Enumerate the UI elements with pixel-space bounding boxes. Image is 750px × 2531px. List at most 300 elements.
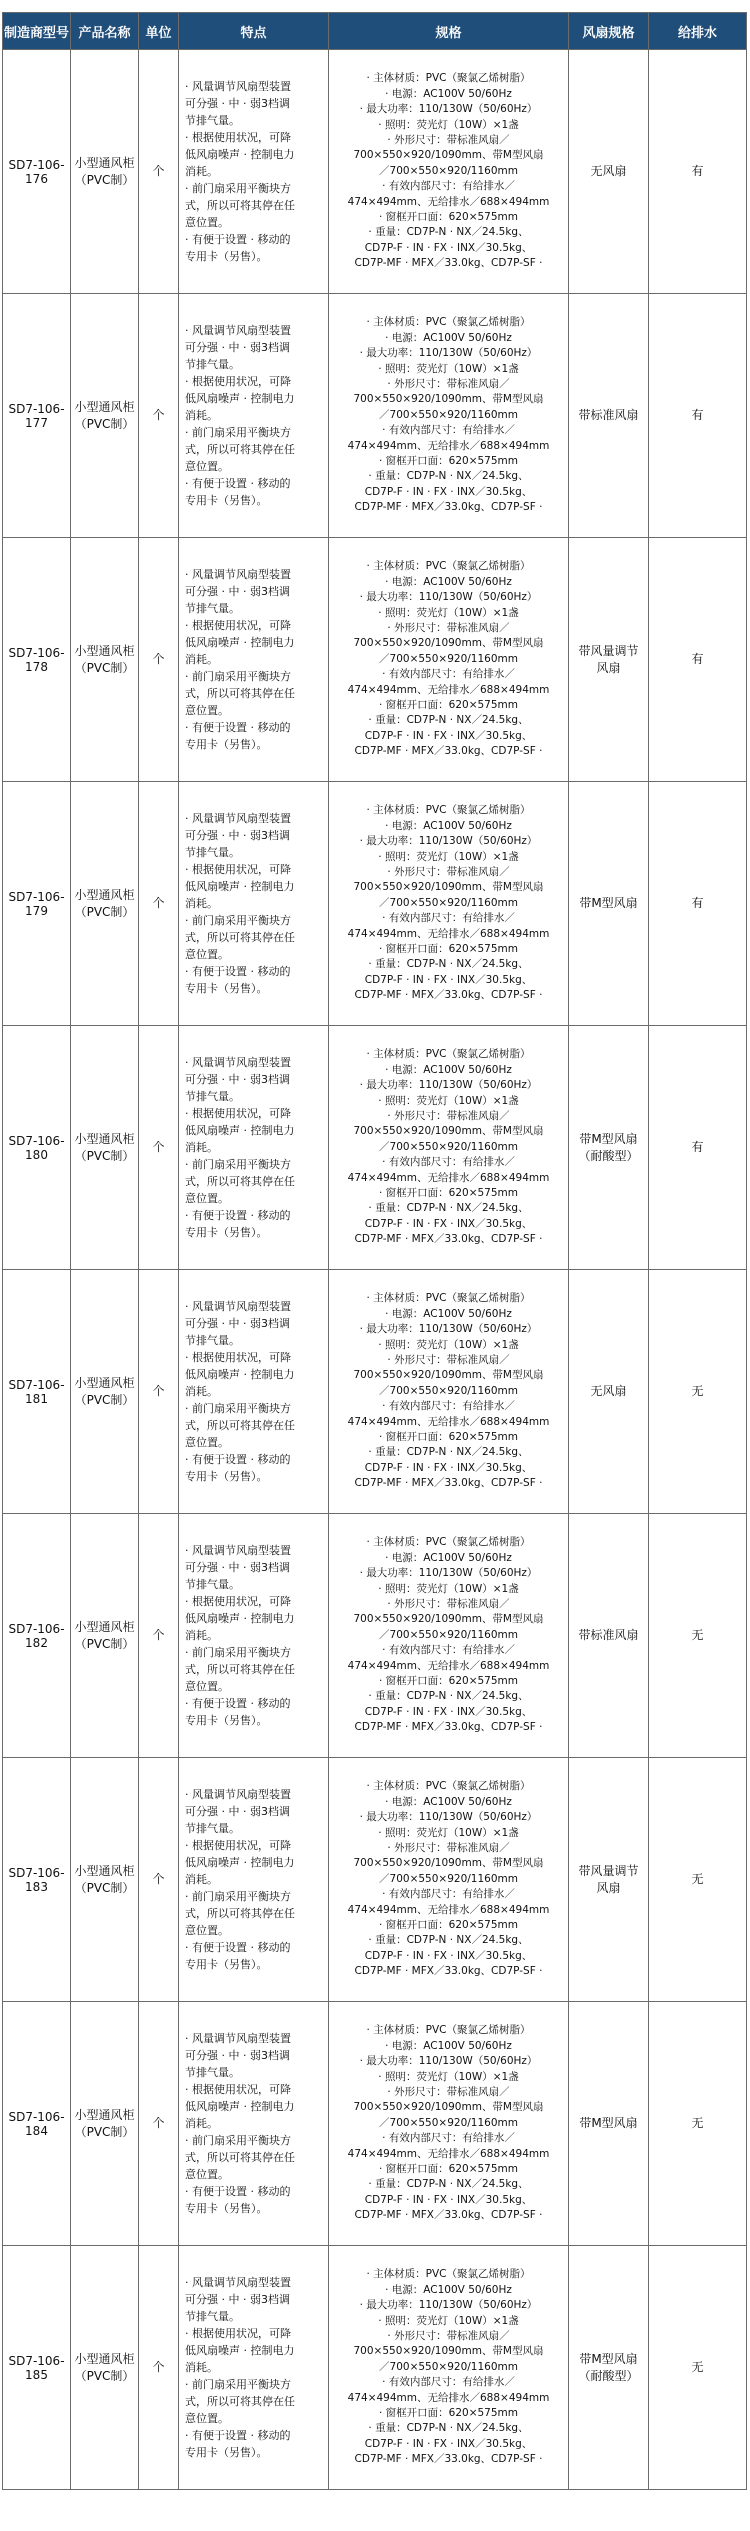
feature-line: 节排气量。: [185, 114, 240, 127]
table-row: [3, 1514, 747, 1758]
feature-line: 式，所以可将其停在任: [185, 443, 295, 456]
product-name-line: （PVC制）: [74, 1880, 135, 1895]
spec-line: CD7P-MF · MFX／33.0kg、CD7P-SF ·: [354, 2209, 543, 2222]
model-cell: SD7-106-183: [3, 1758, 71, 2002]
feature-line: 低风扇噪声 · 控制电力: [185, 148, 295, 161]
spec-line: ／700×550×920/1160mm: [379, 652, 518, 665]
product-name-line: 小型通风柜: [74, 2107, 135, 2122]
spec-line: · 有效内部尺寸：有给排水／: [382, 2376, 515, 2389]
feature-line: · 有便于设置 · 移动的: [185, 477, 291, 490]
feature-line: · 前门扇采用平衡块方: [185, 1646, 291, 1659]
feature-line: · 有便于设置 · 移动的: [185, 721, 291, 734]
product-name-cell: [71, 782, 139, 1026]
fan-spec-line: 带风量调节: [578, 643, 639, 658]
features-cell: [179, 2002, 329, 2246]
product-name-cell: [71, 2246, 139, 2490]
feature-line: 可分强 · 中 · 弱3档调: [185, 341, 290, 354]
feature-line: · 前门扇采用平衡块方: [185, 2378, 291, 2391]
spec-line: · 照明：荧光灯（10W）×1盏: [378, 850, 519, 863]
feature-line: · 有便于设置 · 移动的: [185, 2185, 291, 2198]
spec-line: · 重量：CD7P-N · NX／24.5kg、: [368, 1202, 529, 1215]
table-row: [3, 1026, 747, 1270]
spec-line: · 主体材质：PVC（聚氯乙烯树脂）: [366, 72, 531, 85]
feature-line: 可分强 · 中 · 弱3档调: [185, 2293, 290, 2306]
model-cell: SD7-106-178: [3, 538, 71, 782]
spec-line: · 照明：荧光灯（10W）×1盏: [378, 2314, 519, 2327]
feature-line: · 风量调节风扇型装置: [185, 2032, 291, 2045]
spec-line: CD7P-MF · MFX／33.0kg、CD7P-SF ·: [354, 1477, 543, 1490]
spec-line: 474×494mm、无给排水／688×494mm: [347, 1903, 550, 1916]
product-name-cell: [71, 538, 139, 782]
spec-line: 700×550×920/1090mm、带M型风扇: [353, 149, 544, 162]
spec-line: · 重量：CD7P-N · NX／24.5kg、: [368, 470, 529, 483]
feature-line: 专用卡（另售）。: [185, 982, 268, 995]
feature-line: · 前门扇采用平衡块方: [185, 426, 291, 439]
spec-line: ／700×550×920/1160mm: [379, 1872, 518, 1885]
spec-line: CD7P-MF · MFX／33.0kg、CD7P-SF ·: [354, 501, 543, 514]
feature-line: 节排气量。: [185, 1822, 240, 1835]
spec-line: CD7P-MF · MFX／33.0kg、CD7P-SF ·: [354, 989, 543, 1002]
feature-line: 消耗。: [185, 897, 218, 910]
feature-line: · 根据使用状况，可降: [185, 2327, 291, 2340]
feature-line: 节排气量。: [185, 358, 240, 371]
header-water: 给排水: [649, 13, 747, 50]
feature-line: · 风量调节风扇型装置: [185, 1788, 291, 1801]
unit-cell: 个: [139, 2002, 179, 2246]
features-cell: [179, 2246, 329, 2490]
header-model: 制造商型号: [3, 13, 71, 50]
product-name-line: 小型通风柜: [74, 1375, 135, 1390]
spec-line: · 主体材质：PVC（聚氯乙烯树脂）: [366, 2268, 531, 2281]
feature-line: 低风扇噪声 · 控制电力: [185, 880, 295, 893]
feature-line: · 风量调节风扇型装置: [185, 1300, 291, 1313]
spec-line: · 重量：CD7P-N · NX／24.5kg、: [368, 1446, 529, 1459]
feature-line: 低风扇噪声 · 控制电力: [185, 1368, 295, 1381]
feature-line: · 风量调节风扇型装置: [185, 2276, 291, 2289]
feature-line: 专用卡（另售）。: [185, 1714, 268, 1727]
feature-line: 意位置。: [185, 460, 229, 473]
features-cell: [179, 50, 329, 294]
product-name-line: （PVC制）: [74, 2368, 135, 2383]
feature-line: 专用卡（另售）。: [185, 494, 268, 507]
spec-line: 474×494mm、无给排水／688×494mm: [347, 1415, 550, 1428]
feature-line: 节排气量。: [185, 1090, 240, 1103]
spec-line: · 窗框开口面：620×575mm: [378, 1187, 518, 1200]
feature-line: · 前门扇采用平衡块方: [185, 182, 291, 195]
spec-line: · 电源：AC100V 50/60Hz: [385, 2039, 512, 2052]
table-row: [3, 782, 747, 1026]
feature-line: 式，所以可将其停在任: [185, 2395, 295, 2408]
feature-line: 式，所以可将其停在任: [185, 931, 295, 944]
feature-line: 式，所以可将其停在任: [185, 1663, 295, 1676]
feature-line: 消耗。: [185, 2361, 218, 2374]
spec-line: · 照明：荧光灯（10W）×1盏: [378, 1826, 519, 1839]
unit-cell: 个: [139, 294, 179, 538]
spec-line: · 有效内部尺寸：有给排水／: [382, 912, 515, 925]
product-name-line: 小型通风柜: [74, 399, 135, 414]
spec-line: · 最大功率：110/130W（50/60Hz）: [359, 347, 538, 360]
spec-line: CD7P-F · IN · FX · INX／30.5kg、: [364, 485, 533, 498]
feature-line: 可分强 · 中 · 弱3档调: [185, 1805, 290, 1818]
product-name-cell: [71, 1514, 139, 1758]
spec-line: ／700×550×920/1160mm: [379, 1384, 518, 1397]
model-cell: SD7-106-182: [3, 1514, 71, 1758]
product-name-cell: [71, 1270, 139, 1514]
spec-line: CD7P-F · IN · FX · INX／30.5kg、: [364, 1217, 533, 1230]
model-cell: SD7-106-176: [3, 50, 71, 294]
spec-line: 474×494mm、无给排水／688×494mm: [347, 2391, 550, 2404]
feature-line: 专用卡（另售）。: [185, 2202, 268, 2215]
spec-line: 700×550×920/1090mm、带M型风扇: [353, 1369, 544, 1382]
table-row: [3, 1758, 747, 2002]
spec-line: · 电源：AC100V 50/60Hz: [385, 331, 512, 344]
spec-line: 474×494mm、无给排水／688×494mm: [347, 683, 550, 696]
header-unit: 单位: [139, 13, 179, 50]
feature-line: 专用卡（另售）。: [185, 738, 268, 751]
feature-line: · 前门扇采用平衡块方: [185, 1402, 291, 1415]
product-name-line: 小型通风柜: [74, 1131, 135, 1146]
table-row: [3, 2246, 747, 2490]
features-cell: [179, 294, 329, 538]
feature-line: 低风扇噪声 · 控制电力: [185, 1612, 295, 1625]
spec-line: CD7P-MF · MFX／33.0kg、CD7P-SF ·: [354, 1721, 543, 1734]
spec-line: · 有效内部尺寸：有给排水／: [382, 1400, 515, 1413]
spec-line: · 有效内部尺寸：有给排水／: [382, 1644, 515, 1657]
spec-line: · 外形尺寸：带标准风扇／: [387, 1353, 510, 1366]
feature-line: 可分强 · 中 · 弱3档调: [185, 1073, 290, 1086]
spec-line: ／700×550×920/1160mm: [379, 1140, 518, 1153]
product-name-line: （PVC制）: [74, 2124, 135, 2139]
spec-line: 474×494mm、无给排水／688×494mm: [347, 195, 550, 208]
spec-line: · 主体材质：PVC（聚氯乙烯树脂）: [366, 2024, 531, 2037]
feature-line: · 根据使用状况，可降: [185, 1351, 291, 1364]
spec-line: · 窗框开口面：620×575mm: [378, 455, 518, 468]
spec-line: · 有效内部尺寸：有给排水／: [382, 1888, 515, 1901]
fan-spec-cell: [569, 1514, 649, 1758]
water-supply-cell: 有: [649, 538, 747, 782]
water-supply-cell: 无: [649, 1758, 747, 2002]
spec-line: · 主体材质：PVC（聚氯乙烯树脂）: [366, 1048, 531, 1061]
feature-line: 低风扇噪声 · 控制电力: [185, 1856, 295, 1869]
spec-line: · 有效内部尺寸：有给排水／: [382, 424, 515, 437]
product-name-line: （PVC制）: [74, 1392, 135, 1407]
spec-line: · 最大功率：110/130W（50/60Hz）: [359, 1567, 538, 1580]
feature-line: 可分强 · 中 · 弱3档调: [185, 1317, 290, 1330]
feature-line: · 前门扇采用平衡块方: [185, 670, 291, 683]
spec-line: 474×494mm、无给排水／688×494mm: [347, 1659, 550, 1672]
feature-line: 消耗。: [185, 1141, 218, 1154]
spec-line: ／700×550×920/1160mm: [379, 164, 518, 177]
model-cell: SD7-106-177: [3, 294, 71, 538]
feature-line: 专用卡（另售）。: [185, 2446, 268, 2459]
unit-cell: 个: [139, 1514, 179, 1758]
spec-line: · 照明：荧光灯（10W）×1盏: [378, 362, 519, 375]
spec-line: CD7P-F · IN · FX · INX／30.5kg、: [364, 1949, 533, 1962]
spec-line: · 主体材质：PVC（聚氯乙烯树脂）: [366, 1292, 531, 1305]
spec-line: · 电源：AC100V 50/60Hz: [385, 1795, 512, 1808]
spec-line: CD7P-MF · MFX／33.0kg、CD7P-SF ·: [354, 1965, 543, 1978]
feature-line: 节排气量。: [185, 602, 240, 615]
fan-spec-cell: [569, 1758, 649, 2002]
model-cell: SD7-106-180: [3, 1026, 71, 1270]
feature-line: 意位置。: [185, 1192, 229, 1205]
feature-line: 专用卡（另售）。: [185, 1958, 268, 1971]
specs-cell: [329, 1514, 569, 1758]
fan-spec-line: 带M型风扇: [579, 1131, 638, 1146]
product-name-line: 小型通风柜: [74, 1619, 135, 1634]
spec-line: · 照明：荧光灯（10W）×1盏: [378, 1094, 519, 1107]
feature-line: 消耗。: [185, 409, 218, 422]
model-cell: SD7-106-185: [3, 2246, 71, 2490]
header-features: 特点: [179, 13, 329, 50]
water-supply-cell: 无: [649, 2002, 747, 2246]
features-cell: [179, 1270, 329, 1514]
fan-spec-cell: [569, 782, 649, 1026]
spec-line: · 外形尺寸：带标准风扇／: [387, 377, 510, 390]
feature-line: 意位置。: [185, 1436, 229, 1449]
spec-line: · 最大功率：110/130W（50/60Hz）: [359, 2055, 538, 2068]
spec-line: · 外形尺寸：带标准风扇／: [387, 621, 510, 634]
fan-spec-cell: [569, 2246, 649, 2490]
table-row: [3, 294, 747, 538]
spec-line: · 窗框开口面：620×575mm: [378, 1675, 518, 1688]
feature-line: 意位置。: [185, 1680, 229, 1693]
product-name-line: 小型通风柜: [74, 155, 135, 170]
header-specs: 规格: [329, 13, 569, 50]
spec-line: 700×550×920/1090mm、带M型风扇: [353, 2101, 544, 2114]
fan-spec-line: 带M型风扇: [579, 896, 638, 910]
feature-line: 节排气量。: [185, 2066, 240, 2079]
feature-line: 专用卡（另售）。: [185, 1226, 268, 1239]
spec-line: CD7P-F · IN · FX · INX／30.5kg、: [364, 729, 533, 742]
spec-line: CD7P-F · IN · FX · INX／30.5kg、: [364, 2437, 533, 2450]
feature-line: 专用卡（另售）。: [185, 1470, 268, 1483]
features-cell: [179, 1758, 329, 2002]
spec-line: · 外形尺寸：带标准风扇／: [387, 2329, 510, 2342]
feature-line: 消耗。: [185, 1873, 218, 1886]
fan-spec-line: （耐酸型）: [578, 1148, 639, 1163]
feature-line: · 风量调节风扇型装置: [185, 812, 291, 825]
spec-line: · 电源：AC100V 50/60Hz: [385, 575, 512, 588]
spec-line: · 电源：AC100V 50/60Hz: [385, 819, 512, 832]
feature-line: 节排气量。: [185, 1334, 240, 1347]
fan-spec-line: 带M型风扇: [579, 2116, 638, 2130]
feature-line: 可分强 · 中 · 弱3档调: [185, 1561, 290, 1574]
table-body: [3, 50, 747, 2490]
feature-line: 可分强 · 中 · 弱3档调: [185, 97, 290, 110]
feature-line: · 根据使用状况，可降: [185, 1595, 291, 1608]
spec-line: CD7P-MF · MFX／33.0kg、CD7P-SF ·: [354, 745, 543, 758]
feature-line: 低风扇噪声 · 控制电力: [185, 2344, 295, 2357]
model-cell: SD7-106-179: [3, 782, 71, 1026]
specs-cell: [329, 782, 569, 1026]
water-supply-cell: 无: [649, 2246, 747, 2490]
spec-line: · 电源：AC100V 50/60Hz: [385, 1307, 512, 1320]
spec-line: · 窗框开口面：620×575mm: [378, 1431, 518, 1444]
product-name-cell: [71, 294, 139, 538]
spec-line: 700×550×920/1090mm、带M型风扇: [353, 1125, 544, 1138]
feature-line: 意位置。: [185, 1924, 229, 1937]
feature-line: 意位置。: [185, 704, 229, 717]
spec-line: 700×550×920/1090mm、带M型风扇: [353, 637, 544, 650]
product-name-line: （PVC制）: [74, 172, 135, 187]
feature-line: · 根据使用状况，可降: [185, 1107, 291, 1120]
feature-line: · 根据使用状况，可降: [185, 619, 291, 632]
spec-line: · 最大功率：110/130W（50/60Hz）: [359, 2299, 538, 2312]
spec-line: · 主体材质：PVC（聚氯乙烯树脂）: [366, 316, 531, 329]
features-cell: [179, 782, 329, 1026]
spec-line: · 窗框开口面：620×575mm: [378, 1919, 518, 1932]
spec-line: ／700×550×920/1160mm: [379, 1628, 518, 1641]
feature-line: · 有便于设置 · 移动的: [185, 1941, 291, 1954]
spec-line: 474×494mm、无给排水／688×494mm: [347, 2147, 550, 2160]
spec-line: CD7P-MF · MFX／33.0kg、CD7P-SF ·: [354, 257, 543, 270]
feature-line: · 风量调节风扇型装置: [185, 80, 291, 93]
fan-spec-cell: [569, 1270, 649, 1514]
features-cell: [179, 1514, 329, 1758]
fan-spec-cell: [569, 538, 649, 782]
spec-line: · 照明：荧光灯（10W）×1盏: [378, 1338, 519, 1351]
unit-cell: 个: [139, 782, 179, 1026]
spec-line: ／700×550×920/1160mm: [379, 896, 518, 909]
spec-line: CD7P-F · IN · FX · INX／30.5kg、: [364, 241, 533, 254]
header-name: 产品名称: [71, 13, 139, 50]
feature-line: · 前门扇采用平衡块方: [185, 914, 291, 927]
feature-line: · 根据使用状况，可降: [185, 863, 291, 876]
fan-spec-line: （耐酸型）: [578, 2368, 639, 2383]
feature-line: 意位置。: [185, 216, 229, 229]
model-cell: SD7-106-181: [3, 1270, 71, 1514]
feature-line: 式，所以可将其停在任: [185, 1175, 295, 1188]
spec-line: ／700×550×920/1160mm: [379, 408, 518, 421]
spec-line: · 外形尺寸：带标准风扇／: [387, 865, 510, 878]
spec-line: · 重量：CD7P-N · NX／24.5kg、: [368, 958, 529, 971]
product-name-line: 小型通风柜: [74, 887, 135, 902]
fan-spec-line: 风扇: [596, 660, 621, 675]
spec-line: · 窗框开口面：620×575mm: [378, 2407, 518, 2420]
specs-cell: [329, 538, 569, 782]
feature-line: 消耗。: [185, 165, 218, 178]
fan-spec-line: 带M型风扇: [579, 2351, 638, 2366]
feature-line: · 根据使用状况，可降: [185, 131, 291, 144]
feature-line: · 根据使用状况，可降: [185, 1839, 291, 1852]
specs-cell: [329, 1758, 569, 2002]
water-supply-cell: 无: [649, 1270, 747, 1514]
spec-line: 700×550×920/1090mm、带M型风扇: [353, 1857, 544, 1870]
feature-line: 式，所以可将其停在任: [185, 1419, 295, 1432]
spec-line: · 外形尺寸：带标准风扇／: [387, 133, 510, 146]
spec-line: · 外形尺寸：带标准风扇／: [387, 1597, 510, 1610]
spec-line: · 重量：CD7P-N · NX／24.5kg、: [368, 1934, 529, 1947]
spec-line: · 电源：AC100V 50/60Hz: [385, 1551, 512, 1564]
product-name-cell: [71, 2002, 139, 2246]
feature-line: 可分强 · 中 · 弱3档调: [185, 585, 290, 598]
spec-line: · 外形尺寸：带标准风扇／: [387, 1109, 510, 1122]
spec-line: · 外形尺寸：带标准风扇／: [387, 1841, 510, 1854]
product-name-line: （PVC制）: [74, 660, 135, 675]
feature-line: 式，所以可将其停在任: [185, 687, 295, 700]
spec-line: · 照明：荧光灯（10W）×1盏: [378, 1582, 519, 1595]
spec-line: · 照明：荧光灯（10W）×1盏: [378, 606, 519, 619]
fan-spec-cell: [569, 294, 649, 538]
specs-cell: [329, 50, 569, 294]
features-cell: [179, 1026, 329, 1270]
fan-spec-line: 带风量调节: [578, 1863, 639, 1878]
spec-line: ／700×550×920/1160mm: [379, 2116, 518, 2129]
feature-line: 意位置。: [185, 2412, 229, 2425]
product-name-cell: [71, 1758, 139, 2002]
specs-cell: [329, 2246, 569, 2490]
spec-line: CD7P-MF · MFX／33.0kg、CD7P-SF ·: [354, 2453, 543, 2466]
feature-line: 专用卡（另售）。: [185, 250, 268, 263]
feature-line: 低风扇噪声 · 控制电力: [185, 636, 295, 649]
fan-spec-line: 无风扇: [590, 164, 627, 178]
spec-line: 700×550×920/1090mm、带M型风扇: [353, 1613, 544, 1626]
spec-line: CD7P-MF · MFX／33.0kg、CD7P-SF ·: [354, 1233, 543, 1246]
specs-cell: [329, 2002, 569, 2246]
spec-line: · 重量：CD7P-N · NX／24.5kg、: [368, 1690, 529, 1703]
fan-spec-cell: [569, 50, 649, 294]
feature-line: 可分强 · 中 · 弱3档调: [185, 829, 290, 842]
product-name-line: 小型通风柜: [74, 643, 135, 658]
feature-line: 消耗。: [185, 2117, 218, 2130]
table-row: [3, 1270, 747, 1514]
feature-line: 低风扇噪声 · 控制电力: [185, 2100, 295, 2113]
product-name-line: （PVC制）: [74, 1148, 135, 1163]
spec-line: CD7P-F · IN · FX · INX／30.5kg、: [364, 1461, 533, 1474]
unit-cell: 个: [139, 2246, 179, 2490]
spec-line: · 电源：AC100V 50/60Hz: [385, 2283, 512, 2296]
spec-line: · 窗框开口面：620×575mm: [378, 211, 518, 224]
fan-spec-cell: [569, 2002, 649, 2246]
feature-line: 式，所以可将其停在任: [185, 1907, 295, 1920]
feature-line: 意位置。: [185, 2168, 229, 2181]
spec-line: · 窗框开口面：620×575mm: [378, 2163, 518, 2176]
table-row: [3, 2002, 747, 2246]
feature-line: 式，所以可将其停在任: [185, 199, 295, 212]
spec-line: · 最大功率：110/130W（50/60Hz）: [359, 835, 538, 848]
spec-line: · 最大功率：110/130W（50/60Hz）: [359, 591, 538, 604]
spec-line: 700×550×920/1090mm、带M型风扇: [353, 881, 544, 894]
feature-line: · 风量调节风扇型装置: [185, 568, 291, 581]
spec-line: 700×550×920/1090mm、带M型风扇: [353, 393, 544, 406]
feature-line: 节排气量。: [185, 1578, 240, 1591]
spec-line: ／700×550×920/1160mm: [379, 2360, 518, 2373]
spec-line: · 有效内部尺寸：有给排水／: [382, 1156, 515, 1169]
spec-line: · 主体材质：PVC（聚氯乙烯树脂）: [366, 560, 531, 573]
product-name-line: （PVC制）: [74, 416, 135, 431]
spec-line: · 最大功率：110/130W（50/60Hz）: [359, 103, 538, 116]
spec-line: · 重量：CD7P-N · NX／24.5kg、: [368, 2178, 529, 2191]
spec-line: · 重量：CD7P-N · NX／24.5kg、: [368, 226, 529, 239]
feature-line: · 风量调节风扇型装置: [185, 1056, 291, 1069]
feature-line: · 风量调节风扇型装置: [185, 1544, 291, 1557]
unit-cell: 个: [139, 50, 179, 294]
spec-line: · 重量：CD7P-N · NX／24.5kg、: [368, 2422, 529, 2435]
feature-line: 低风扇噪声 · 控制电力: [185, 392, 295, 405]
spec-line: CD7P-F · IN · FX · INX／30.5kg、: [364, 973, 533, 986]
fan-spec-line: 风扇: [596, 1880, 621, 1895]
specs-cell: [329, 1270, 569, 1514]
water-supply-cell: 有: [649, 50, 747, 294]
water-supply-cell: 有: [649, 294, 747, 538]
spec-line: · 主体材质：PVC（聚氯乙烯树脂）: [366, 804, 531, 817]
spec-line: · 最大功率：110/130W（50/60Hz）: [359, 1811, 538, 1824]
feature-line: 式，所以可将其停在任: [185, 2151, 295, 2164]
feature-line: · 前门扇采用平衡块方: [185, 1890, 291, 1903]
header-fan: 风扇规格: [569, 13, 649, 50]
feature-line: 意位置。: [185, 948, 229, 961]
